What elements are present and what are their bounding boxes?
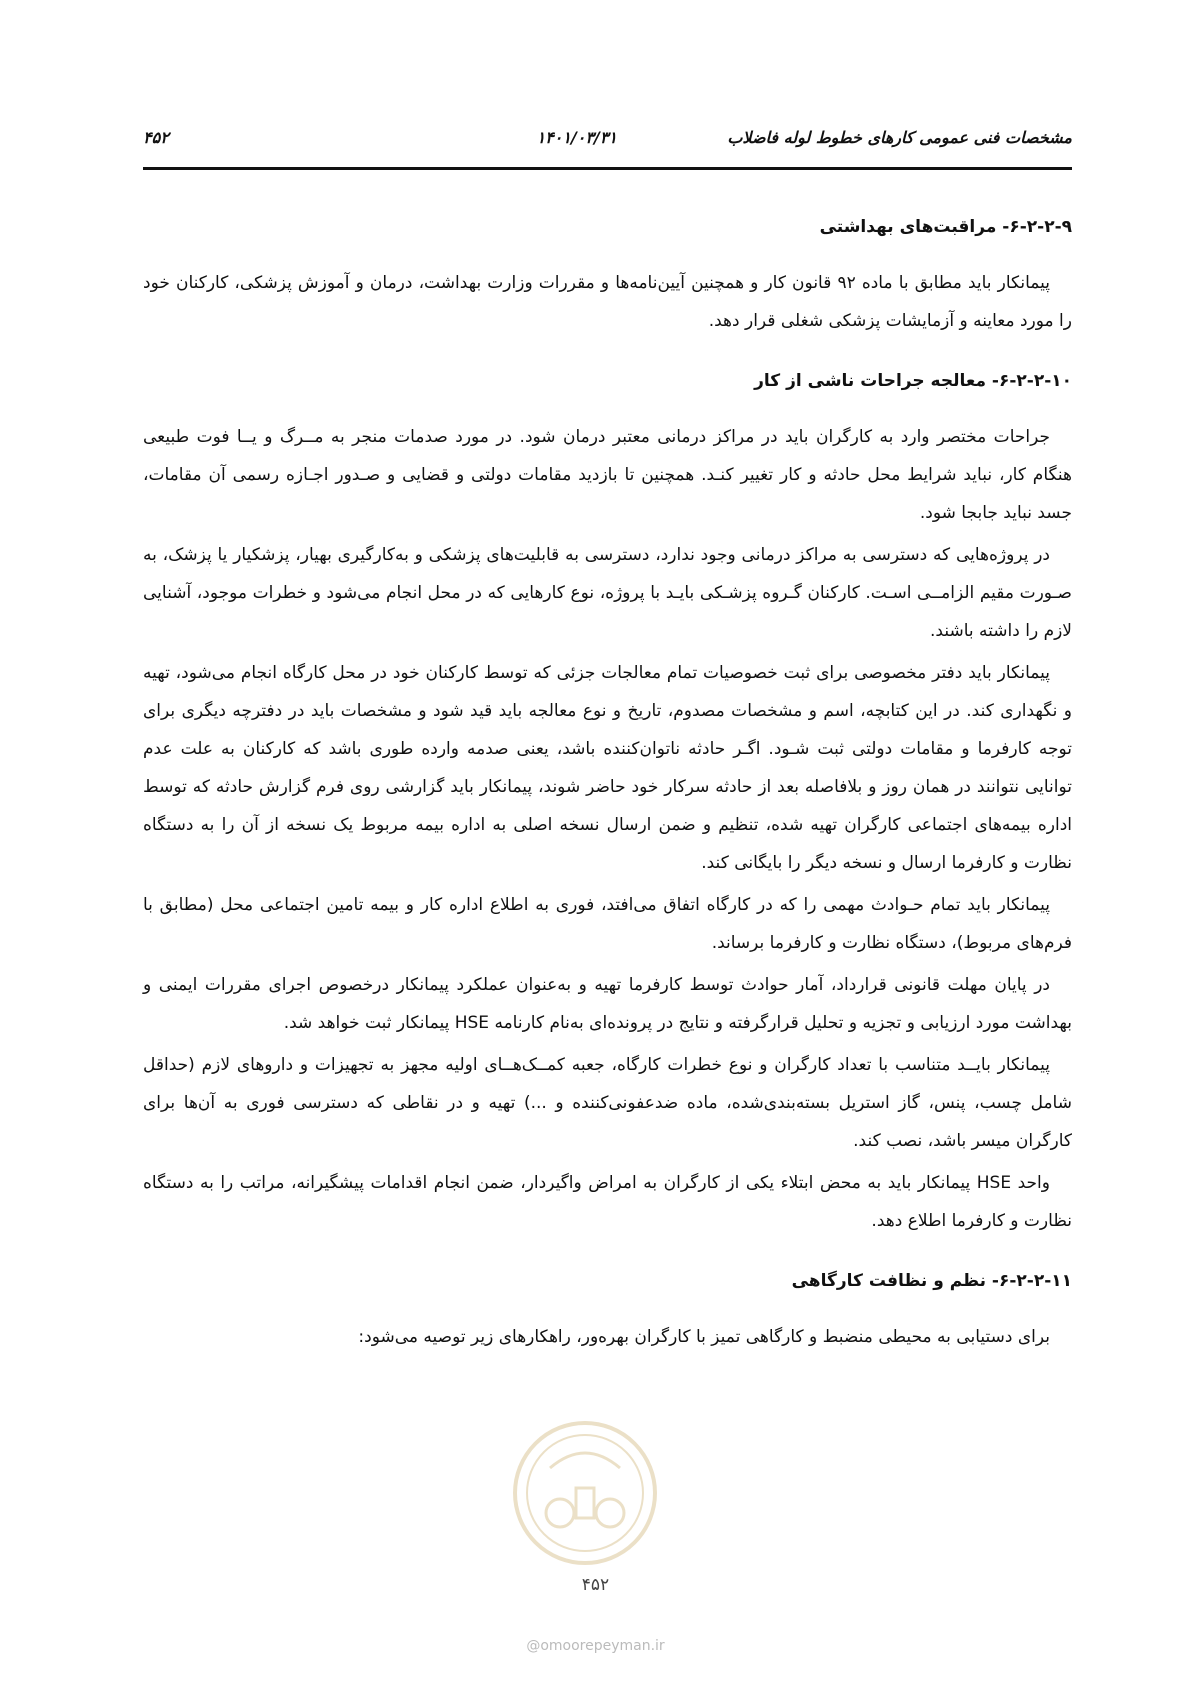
paragraph: جراحات مختصر وارد به کارگران باید در مراکز درمانی معتبر درمان شود. در مورد صدمات منجر به مــرگ و یــا فوت طبیعی هنگام کار، نباید شرایط محل حادثه و کار تغییر کنـد. همچنین تا بازدید مقامات دولتی و قضایی و صـدور اجـازه رسمی آن مقامات، جسد نباید جابجا شود. [143,427,1072,523]
footer-page-number: ۴۵۲ [581,1575,610,1595]
section-heading: ۶-۲-۲-۹- مراقبت‌های بهداشتی [819,217,1072,237]
header-divider [143,167,1072,170]
paragraph: در پایان مهلت قانونی قرارداد، آمار حوادث توسط کارفرما تهیه و به‌عنوان عملکرد پیمانکار درخصوص اجرای مقررات ایمنی و بهداشت مورد ارزیابی و تجزیه و تحلیل قرارگرفته و نتایج در پرونده‌ای به‌نام کارنامه HSE پیمانکار ثبت خواهد شد. [143,975,1072,1033]
watermark-seal-icon [510,1418,660,1568]
header-date: ۱۴۰۱/۰۳/۳۱ [536,128,617,147]
header-title: مشخصات فنی عمومی کارهای خطوط لوله فاضلاب [727,128,1072,147]
watermark-url: @omoorepeyman.ir [526,1638,665,1654]
paragraph: برای دستیابی به محیطی منضبط و کارگاهی تمیز با کارگران بهره‌ور، راهکارهای زیر توصیه می‌شود: [358,1327,1050,1347]
header-page-number: ۴۵۲ [143,128,169,147]
paragraph: پیمانکار باید مطابق با ماده ۹۲ قانون کار و همچنین آیین‌نامه‌ها و مقررات وزارت بهداشت، درمان و آموزش پزشکی، کارکنان خود را مورد معاینه و آزمایشات پزشکی شغلی قرار دهد. [143,273,1072,331]
paragraph: واحد HSE پیمانکار باید به محض ابتلاء یکی از کارگران به امراض واگیردار، ضمن انجام اقدامات پیشگیرانه، مراتب را به دستگاه نظارت و کارفرما اطلاع دهد. [143,1173,1072,1231]
paragraph: در پروژه‌هایی که دسترسی به مراکز درمانی وجود ندارد، دسترسی به قابلیت‌های پزشکی و به‌کارگیری بهیار، پزشکیار یا پزشک، به صـورت مقیم الزامــی اسـت. کارکنان گـروه پزشـکی بایـد با پروژه، نوع کارهایی که در محل انجام می‌شود و خطرات موجود، آشنایی لازم را داشته باشند. [143,545,1072,641]
paragraph: پیمانکار باید تمام حـوادث مهمی را که در کارگاه اتفاق می‌افتد، فوری به اطلاع اداره کار و بیمه تامین اجتماعی محل (مطابق با فرم‌های مربوط)، دستگاه نظارت و کارفرما برساند. [143,895,1072,953]
document-body [143,212,1072,1360]
section-heading: ۶-۲-۲-۱۱- نظم و نظافت کارگاهی [791,1271,1072,1291]
section-heading: ۶-۲-۲-۱۰- معالجه جراحات ناشی از کار [754,371,1072,391]
page-header [143,128,1072,162]
paragraph: پیمانکار بایــد متناسب با تعداد کارگران و نوع خطرات کارگاه، جعبه کمــک‌هــای اولیه مجهز به تجهیزات و داروهای لازم (حداقل شامل چسب، پنس، گاز استریل بسته‌بندی‌شده، ماده ضدعفونی‌کننده و ...) تهیه و در نقاطی که دسترسی فوری به آن‌ها برای کارگران میسر باشد، نصب کند. [143,1055,1072,1151]
paragraph: پیمانکار باید دفتر مخصوصی برای ثبت خصوصیات تمام معالجات جزئی که توسط کارکنان خود در محل کارگاه انجام می‌شود، تهیه و نگهداری کند. در این کتابچه، اسم و مشخصات مصدوم، تاریخ و نوع معالجه باید قید شود و مشخصات باید در دفترچه دیگری برای توجه کارفرما و مقامات دولتی ثبت شـود. اگـر حادثه ناتوان‌کننده باشد، یعنی صدمه وارده طوری باشد که کارکنان به علت عدم توانایی نتوانند در همان روز و بلافاصله بعد از حادثه سرکار خود حاضر شوند، پیمانکار باید گزارشی روی فرم گزارش حادثه که توسط اداره بیمه‌های اجتماعی کارگران تهیه شده، تنظیم و ضمن ارسال نسخه اصلی به اداره بیمه مربوط یک نسخه از آن را به دستگاه نظارت و کارفرما ارسال و نسخه دیگر را بایگانی کند. [143,663,1072,873]
